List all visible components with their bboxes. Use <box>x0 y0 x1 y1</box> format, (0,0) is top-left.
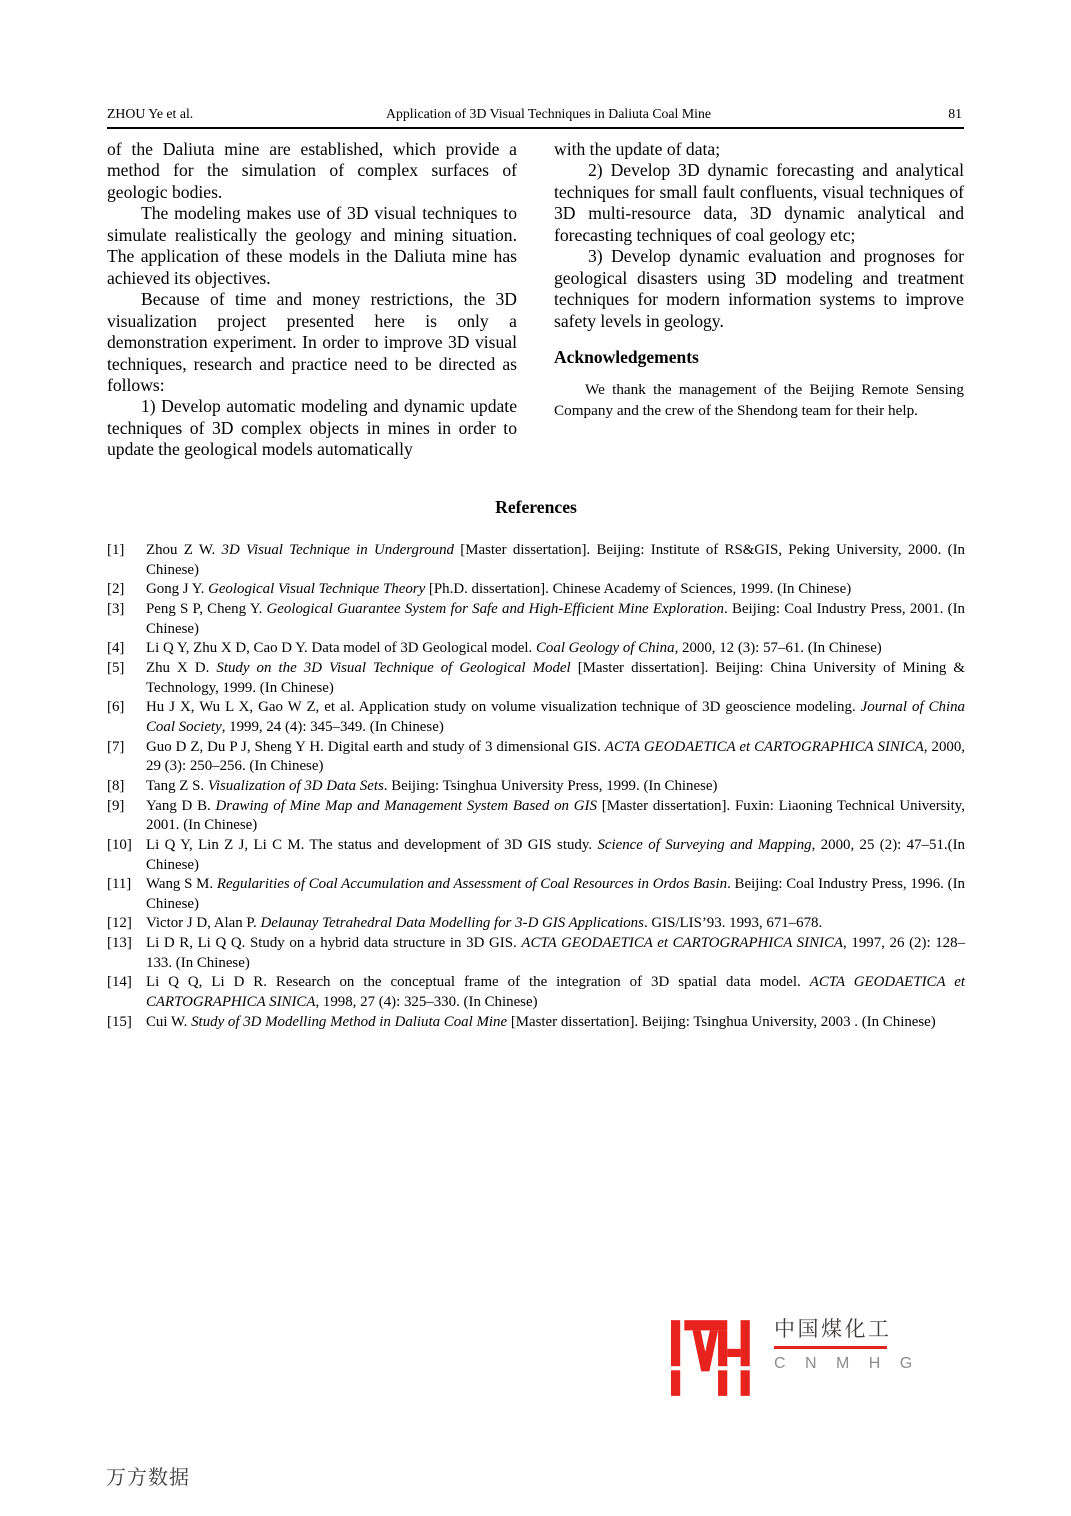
reference-number: [4] <box>107 640 125 657</box>
reference-text: Tang Z S. <box>146 777 208 794</box>
reference-text: [Master dissertation]. Beijing: China University of Mining & Technology, 1999. (In Chinese) <box>146 659 966 696</box>
reference-item <box>107 914 965 934</box>
reference-text: Yang D B. <box>146 797 216 814</box>
reference-title-italic: ACTA GEODAETICA et CARTOGRAPHICA SINICA <box>604 738 924 755</box>
left-column <box>107 139 517 461</box>
reference-item <box>107 541 965 580</box>
reference-text: Wang S M. <box>146 876 217 893</box>
wanfang-watermark: 万方数据 <box>106 1467 190 1489</box>
reference-item <box>107 659 965 698</box>
reference-title-italic: Delaunay Tetrahedral Data Modelling for 3-D GIS Applications <box>260 915 644 932</box>
paragraph: with the update of data; <box>554 139 721 159</box>
reference-title-italic: ACTA GEODAETICA et CARTOGRAPHICA SINICA <box>146 974 965 1011</box>
reference-text: [Master dissertation]. Beijing: Institute of RS&GIS, Peking University, 2000. (In Chinese) <box>146 542 965 578</box>
cnmhg-monogram-icon <box>671 1318 759 1396</box>
right-column-paragraphs <box>554 139 964 332</box>
reference-text: Peng S P, Cheng Y. <box>146 600 267 617</box>
reference-text: Li Q Y, Zhu X D, Cao D Y. Data model of 3D Geological model. <box>146 640 536 657</box>
references-list <box>107 541 965 1032</box>
reference-text: Zhou Z W. <box>146 542 222 558</box>
reference-number: [5] <box>107 659 125 676</box>
page-header <box>107 103 964 129</box>
paragraph: 3) Develop dynamic evaluation and prognoses for geological disasters using 3D modeling and treatment techniques for modern information systems to improve safety levels in geology. <box>554 246 964 331</box>
reference-text: Cui W. <box>146 1013 192 1030</box>
publisher-logo-divider <box>774 1346 887 1349</box>
reference-number: [2] <box>107 581 125 598</box>
reference-text: Victor J D, Alan P. <box>146 915 261 932</box>
reference-item <box>107 600 965 639</box>
header-running-title: Application of 3D Visual Techniques in Daliuta Coal Mine <box>386 106 711 121</box>
reference-title-italic: Geological Guarantee System for Safe and High-Efficient Mine Exploration <box>266 600 725 617</box>
paragraph: Because of time and money restrictions, the 3D visualization project presented here is only a demonstration experiment. In order to improve 3D visual techniques, research and practice need to be directed as follows: <box>107 289 517 395</box>
reference-item <box>107 738 965 777</box>
header-running-author: ZHOU Ye et al. <box>107 106 194 121</box>
reference-title-italic: Study of 3D Modelling Method in Daliuta Coal Mine <box>191 1013 508 1030</box>
reference-number: [8] <box>107 777 125 794</box>
reference-title-italic: Regularities of Coal Accumulation and Assessment of Coal Resources in Ordos Basin <box>216 876 728 893</box>
references-heading: References <box>495 497 577 517</box>
acknowledgements-text: We thank the management of the Beijing Remote Sensing Company and the crew of the Shendong team for their help. <box>554 380 964 419</box>
reference-number: [15] <box>107 1013 132 1030</box>
reference-text: , 2000, 25 (2): 47–51.(In Chinese) <box>146 836 965 873</box>
reference-number: [9] <box>107 797 125 814</box>
paragraph: of the Daliuta mine are established, which provide a method for the simulation of complex surfaces of geologic bodies. <box>107 139 517 202</box>
reference-item <box>107 580 965 600</box>
reference-number: [10] <box>107 836 132 853</box>
reference-item <box>107 934 965 973</box>
reference-item <box>107 973 965 1012</box>
reference-number: [14] <box>107 974 132 991</box>
reference-text: . Beijing: Coal Industry Press, 1996. (In Chinese) <box>146 876 966 912</box>
publisher-logo-chinese: 中国煤化工 <box>774 1318 892 1341</box>
reference-item <box>107 797 965 836</box>
reference-number: [13] <box>107 935 132 952</box>
reference-text: Zhu X D. <box>146 659 217 676</box>
reference-title-italic: Science of Surveying and Mapping <box>597 836 812 853</box>
reference-text: . GIS/LIS’93. 1993, 671–678. <box>643 915 823 932</box>
reference-text: , 1999, 24 (4): 345–349. (In Chinese) <box>221 718 444 735</box>
reference-text: Guo D Z, Du P J, Sheng Y H. Digital earth and study of 3 dimensional GIS. <box>146 738 605 755</box>
reference-text: , 2000, 29 (3): 250–256. (In Chinese) <box>146 738 965 775</box>
reference-text: Hu J X, Wu L X, Gao W Z, et al. Application study on volume visualization technique of 3D geoscience modeling. <box>146 699 861 716</box>
publisher-logo-text <box>774 1318 920 1373</box>
reference-title-italic: Coal Geology of China <box>536 640 675 657</box>
reference-item <box>107 836 965 875</box>
reference-item <box>107 1013 965 1033</box>
reference-text: Li Q Y, Lin Z J, Li C M. The status and development of 3D GIS study. <box>146 836 598 853</box>
reference-title-italic: 3D Visual Technique in Underground <box>221 542 454 558</box>
reference-item <box>107 777 965 797</box>
reference-number: [11] <box>107 876 132 893</box>
body-columns <box>107 139 964 461</box>
reference-text: [Master dissertation]. Beijing: Tsinghua University, 2003 . (In Chinese) <box>507 1013 936 1030</box>
paragraph: 1) Develop automatic modeling and dynamic update techniques of 3D complex objects in mines in order to update the geological models automatically <box>107 396 517 460</box>
reference-item <box>107 698 965 737</box>
right-column <box>554 139 964 461</box>
reference-text: Li D R, Li Q Q. Study on a hybrid data structure in 3D GIS. <box>146 935 522 952</box>
reference-title-italic: Visualization of 3D Data Sets <box>207 777 384 794</box>
reference-title-italic: ACTA GEODAETICA et CARTOGRAPHICA SINICA <box>521 935 844 952</box>
reference-text: Li Q Q, Li D R. Research on the conceptual frame of the integration of 3D spatial data model. <box>146 974 810 991</box>
reference-text: , 2000, 12 (3): 57–61. (In Chinese) <box>674 640 882 657</box>
reference-text: Gong J Y. <box>146 581 209 598</box>
reference-text: [Master dissertation]. Fuxin: Liaoning Technical University, 2001. (In Chinese) <box>146 797 965 834</box>
reference-item <box>107 639 965 659</box>
reference-text: , 1998, 27 (4): 325–330. (In Chinese) <box>315 994 538 1011</box>
reference-title-italic: Geological Visual Technique Theory <box>208 581 426 598</box>
reference-item <box>107 875 965 914</box>
reference-text: , 1997, 26 (2): 128–133. (In Chinese) <box>146 935 966 971</box>
paragraph: The modeling makes use of 3D visual techniques to simulate realistically the geology and mining situation. The application of these models in the Daliuta mine has achieved its objectives. <box>107 203 517 288</box>
reference-title-italic: Study on the 3D Visual Technique of Geological Model <box>216 659 571 676</box>
reference-number: [1] <box>107 542 125 558</box>
reference-number: [3] <box>107 600 125 617</box>
reference-number: [7] <box>107 738 125 755</box>
reference-text: [Ph.D. dissertation]. Chinese Academy of Sciences, 1999. (In Chinese) <box>425 581 852 598</box>
reference-text: . Beijing: Coal Industry Press, 2001. (In Chinese) <box>146 600 965 637</box>
reference-title-italic: Drawing of Mine Map and Management System Based on GIS <box>215 797 597 814</box>
reference-number: [6] <box>107 699 125 716</box>
reference-title-italic: Journal of China Coal Society <box>146 699 965 735</box>
reference-number: [12] <box>107 915 132 932</box>
paragraph: 2) Develop 3D dynamic forecasting and analytical techniques for small fault confluents, visual techniques of 3D multi-resource data, 3D dynamic analytical and forecasting techniques of coal geology etc; <box>554 160 964 245</box>
header-page-number: 81 <box>948 106 962 121</box>
publisher-logo-latin: C N M H G <box>774 1355 920 1372</box>
references-section <box>107 497 965 1032</box>
acknowledgements-heading: Acknowledgements <box>554 347 699 368</box>
reference-text: . Beijing: Tsinghua University Press, 1999. (In Chinese) <box>383 777 718 794</box>
publisher-logo <box>671 1318 920 1396</box>
